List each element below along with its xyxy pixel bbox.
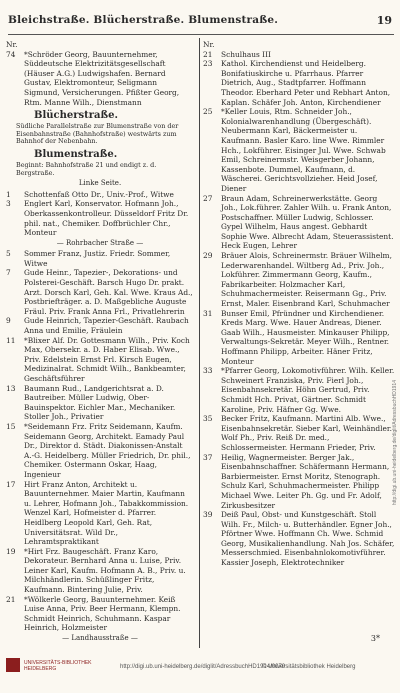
- page-header: [8, 8, 396, 32]
- page-title: Bleichstraße. Blücherstraße. Blumenstraße.: [8, 14, 279, 26]
- source-link[interactable]: http://digi.ub.uni-heidelberg.de/diglit/AdressbuchHD1914/0070: [120, 664, 286, 670]
- house-number: 35: [203, 414, 213, 424]
- address-entry: [6, 50, 194, 108]
- house-number: 17: [6, 479, 16, 489]
- address-entry: [203, 414, 395, 452]
- residents-text: Schottenfaß Otto Dr., Univ.-Prof., Witwe: [24, 189, 174, 199]
- address-entry: [6, 316, 194, 335]
- house-number: 74: [6, 49, 16, 59]
- residents-text: Bunser Emil, Pfründner und Kirchendiener. Kreds Marg. Wwe. Hauer Andreas, Diener. Gaab Wilh., Hausmeister. Minkauser Philipp, Verwaltungs-Sekretär. Meyer Wilh., Rentner. Hoffmann Philipp, Arbeiter. Häner Fritz, Monteur: [221, 308, 390, 366]
- house-number: 19: [6, 546, 16, 556]
- house-number: 13: [6, 383, 16, 393]
- address-entry: [6, 595, 194, 633]
- residents-text: Gude Heinr., Tapezier-, Dekorations- und Polsterei-Geschäft. Barsch Hugo Dr. prakt. Arzt. Dorsch Karl, Geh. Kal. Wwe. Kraus Ad., Postbriefträger. a. D. Maßgebliche Auguste Fräul. Priv. Frank Anna Frl., Privatlehrerin: [24, 268, 193, 316]
- residents-text: Sommer Franz, Justiz. Friedr. Sommer, Witwe: [24, 249, 171, 268]
- house-number: 11: [6, 335, 16, 345]
- house-number: 37: [203, 452, 213, 462]
- right-entries: [203, 40, 395, 568]
- residents-text: *Seidemann Frz. Fritz Seidemann, Kaufm. Seidemann Georg, Architekt. Eamady Paul Dr., Direktor d. Städt. Diakonissen-Anstalt A.-G. Heidelberg. Müller Friedrich, Dr. phil., Chemiker. Ostermann Oskar, Haag, Ingenieur: [24, 421, 191, 479]
- residents-text: *Pfarrer Georg, Lokomotivführer. Wilh. Keller. Schweinert Franziska, Priv. Fierl Joh., Eisenbahnsekretär. Höhn Gertrud, Priv. Schmidt Hch. Privat, Gärtner. Schmidt Karoline, Priv. Häfner Gg. Wwe.: [221, 366, 395, 414]
- column-divider: [199, 38, 200, 648]
- house-number: Nr.: [203, 40, 215, 49]
- address-entry: [203, 366, 395, 414]
- address-entry: [6, 40, 194, 50]
- house-number: 39: [203, 510, 213, 520]
- address-entry: [6, 249, 194, 268]
- side-label: Linke Seite.: [78, 179, 122, 188]
- residents-text: Braun Adam, Schreinerwerkstätte. Georg Joh., Lok.führer. Zahler Wilh. u. Frank Anton, Postschaffner. Müller Ludwig, Schlosser. Gypel Wilhelm, Haus angest. Gebhardt Sophie Wwe. Albrecht Adam, Steuerassistent. Heck Eugen, Lehrer: [221, 193, 394, 251]
- residents-text: Deiß Paul, Obst- und Kunstgeschäft. Stoll Wilh. Fr., Milch- u. Butterhändler. Egner Joh., Pförtner Wwe. Hoffmann Ch. Wwe. Schmid Georg, Musikalienhandlung. Nah Jos. Schäfer, Messerschmied. Eisenbahnlokomotivführer. Kassier Joseph, Elektrotechniker: [221, 510, 395, 568]
- address-entry: [6, 384, 194, 422]
- left-entries: [6, 190, 194, 644]
- residents-text: Gude Heinrich, Tapezier-Geschäft. Raubach Anna und Emilie, Fräulein: [24, 316, 189, 336]
- continuation-mark: 3*: [370, 634, 380, 643]
- address-entry: [203, 194, 395, 252]
- house-number: 29: [203, 251, 213, 261]
- residents-text: *Wölkerle Georg, Bauunternehmer. Keiß Luise Anna, Priv. Beer Hermann, Klempn. Schmidt Heinrich, Schuhmann. Kaspar Heinrich, Holzmeister: [24, 594, 181, 633]
- left-top-entries: [6, 40, 194, 107]
- residents-text: *Blixer Alf. Dr. Gottesmann Wilh., Priv. Koch Max, Obersekr. a. D. Haber Elisab. Wwe., Priv. Edelstein Ernst Frl. Kirsch Eugen, Medizinalrat. Schmidt Wilh., Bankbeamter, Geschäftsführer: [24, 335, 190, 383]
- residents-text: *Hirt Frz. Baugeschäft. Franz Karo, Dekorateur. Bernhard Anna u. Luise, Priv. Leiner Karl, Kaufm. Hofmann A. B., Priv. u. Milchhändlerin. Schüßlinger Fritz, Kaufmann. Bintering Julie, Priv.: [24, 546, 186, 595]
- address-entry: [6, 336, 194, 384]
- residents-text: Kathol. Kirchendienst und Heidelberg. Bonifatiuskirche u. Pfarrhaus. Pfarrer Dietrich, Aug., Stadtpfarrer. Hoffmann Theodor. Eberhard Peter und Rebhart Anton, Kaplan. Schäfer Joh. Anton, Kirchendiener: [221, 59, 391, 107]
- address-entry: [6, 268, 194, 316]
- library-name: UNIVERSITÄTS-BIBLIOTHEK HEIDELBERG: [24, 660, 92, 672]
- house-number: 7: [6, 268, 11, 278]
- residents-text: Hirt Franz Anton, Architekt u. Bauunternehmer. Maier Martin, Kaufmann u. Lehrer, Hofmann Joh., Tabakkommission. Wenzel Karl, Hofmeister d. Pfarrer. Heidlberg Leopold Karl, Geh. Rat, Universitätsrat. Wild Dr., Lehramtspraktikant: [24, 479, 189, 547]
- house-number: 21: [203, 49, 213, 59]
- header-rule: [8, 34, 394, 35]
- street-title-blucher: Blücherstraße.: [34, 110, 118, 122]
- address-entry: [6, 422, 194, 480]
- address-entry: [203, 510, 395, 568]
- residents-text: Heilig, Wagnermeister. Berger Jak., Eisenbahnschaffner. Schäfermann Hermann, Barbiermeister. Ernst Moritz, Stenograph. Schulz Karl, Schuhmachermeister. Philipp Michael Wwe. Leiter Ph. Gg. und Fr. Adolf, Zirkusbesitzer: [221, 452, 390, 510]
- residents-text: *Schröder Georg, Bauunternehmer, Süddeutsche Elektrizitätsgesellschaft (Häuser A.G.) Ludwigshafen. Bernard Gustav, Elektromonteur, Seligmann Sigmund, Versicherungen. Pfißter Georg, Rtm. Manne Wilh., Dienstmann: [24, 49, 180, 107]
- left-column: [6, 40, 194, 645]
- street-note-blucher: Südliche Parallelstraße zur Blumenstraße von der Eisenbahnstraße (Bahnhofstraße) westwärts zum Bahnhof der Nebenbahn.: [16, 122, 179, 146]
- street-title-blumen: Blumenstraße.: [34, 148, 118, 160]
- house-number: 23: [203, 59, 213, 69]
- address-entry: [6, 480, 194, 547]
- address-entry: [203, 251, 395, 309]
- house-number: 27: [203, 193, 213, 203]
- house-number: 5: [6, 249, 11, 259]
- residents-text: Baumann Rud., Landgerichtsrat a. D. Bautreiber. Müller Ludwig, Ober-Bauinspektor. Eichler Mar., Mechaniker. Stoller Joh., Privatier: [24, 383, 176, 422]
- house-number: 1: [6, 189, 11, 199]
- house-number: Nr.: [6, 40, 18, 49]
- address-entry: [6, 190, 194, 200]
- page-footer: [0, 650, 400, 693]
- residents-text: Bräuer Alois, Schreinermstr. Bräuer Wilhelm, Lederwarenhandel. Wiltberg Ad., Priv. Joh., Lokführer. Zimmermann Georg, Kaufm., Fabrikarbeiter. Holzmacher Karl, Schuhmachermeister. Reisermann Gg., Priv. Ernst, Maler. Eisenbrand Karl, Schuhmacher: [221, 251, 392, 309]
- house-number: 21: [6, 594, 16, 604]
- street-note-blumen: Beginnt: Bahnhofstraße 21 und endigt z. d. Bergstraße.: [16, 160, 157, 177]
- cross-street-divider: — Landhausstraße —: [62, 634, 138, 643]
- page-number: 19: [376, 14, 392, 27]
- address-entry: [6, 547, 194, 595]
- house-number: 33: [203, 366, 213, 376]
- house-number: 31: [203, 308, 213, 318]
- address-entry: [203, 453, 395, 511]
- address-entry: [6, 199, 194, 237]
- house-number: 15: [6, 421, 16, 431]
- address-entry: [203, 40, 395, 50]
- address-entry: [203, 50, 395, 60]
- address-entry: [203, 59, 395, 107]
- copyright: © Universitätsbibliothek Heidelberg: [262, 664, 356, 670]
- address-entry: [203, 309, 395, 367]
- address-entry: [203, 107, 395, 193]
- residents-text: Schulhaus III: [221, 49, 271, 59]
- right-column: [203, 40, 395, 568]
- residents-text: Englert Karl, Konservator. Hofmann Joh., Oberkassenkontrolleur. Düsseldorf Fritz Dr. phil. nat., Chemiker. Doffbrüchler Chr., Monteur: [24, 199, 189, 238]
- residents-text: Becker Fritz, Kaufmann. Martini Alb. Wwe., Eisenbahnsekretär. Sieber Karl, Weinhändler. Wolf Ph., Priv. Reiß Dr. med., Schlossermeister. Hermann Frieder, Priv.: [221, 414, 392, 452]
- residents-text: *Keller Louis, Rtm. Schneider Joh., Kolonialwarenhandlung (Übergeschäft). Neubermann Karl, Bäckermeister u. Kaufmann. Basler Karo. line Wwe. Rimmler Hch., Lokführer. Eisinger Jul. Wwe. Schwab Emil, Schreinermstr. Weisgerber Johann, Kassenbote. Dummel, Kaufmann, d. Wäscherei. Gerichtsvollzieher. Heid Josef, Diener: [221, 107, 386, 193]
- side-stamp: http://digi.ub.uni-heidelberg.de/diglit/AdressbuchHD1914: [392, 380, 398, 506]
- house-number: 25: [203, 107, 213, 117]
- library-logo-icon: [6, 658, 20, 672]
- house-number: 9: [6, 316, 11, 326]
- house-number: 3: [6, 199, 11, 209]
- cross-street-divider: — Rohrbacher Straße —: [56, 238, 144, 247]
